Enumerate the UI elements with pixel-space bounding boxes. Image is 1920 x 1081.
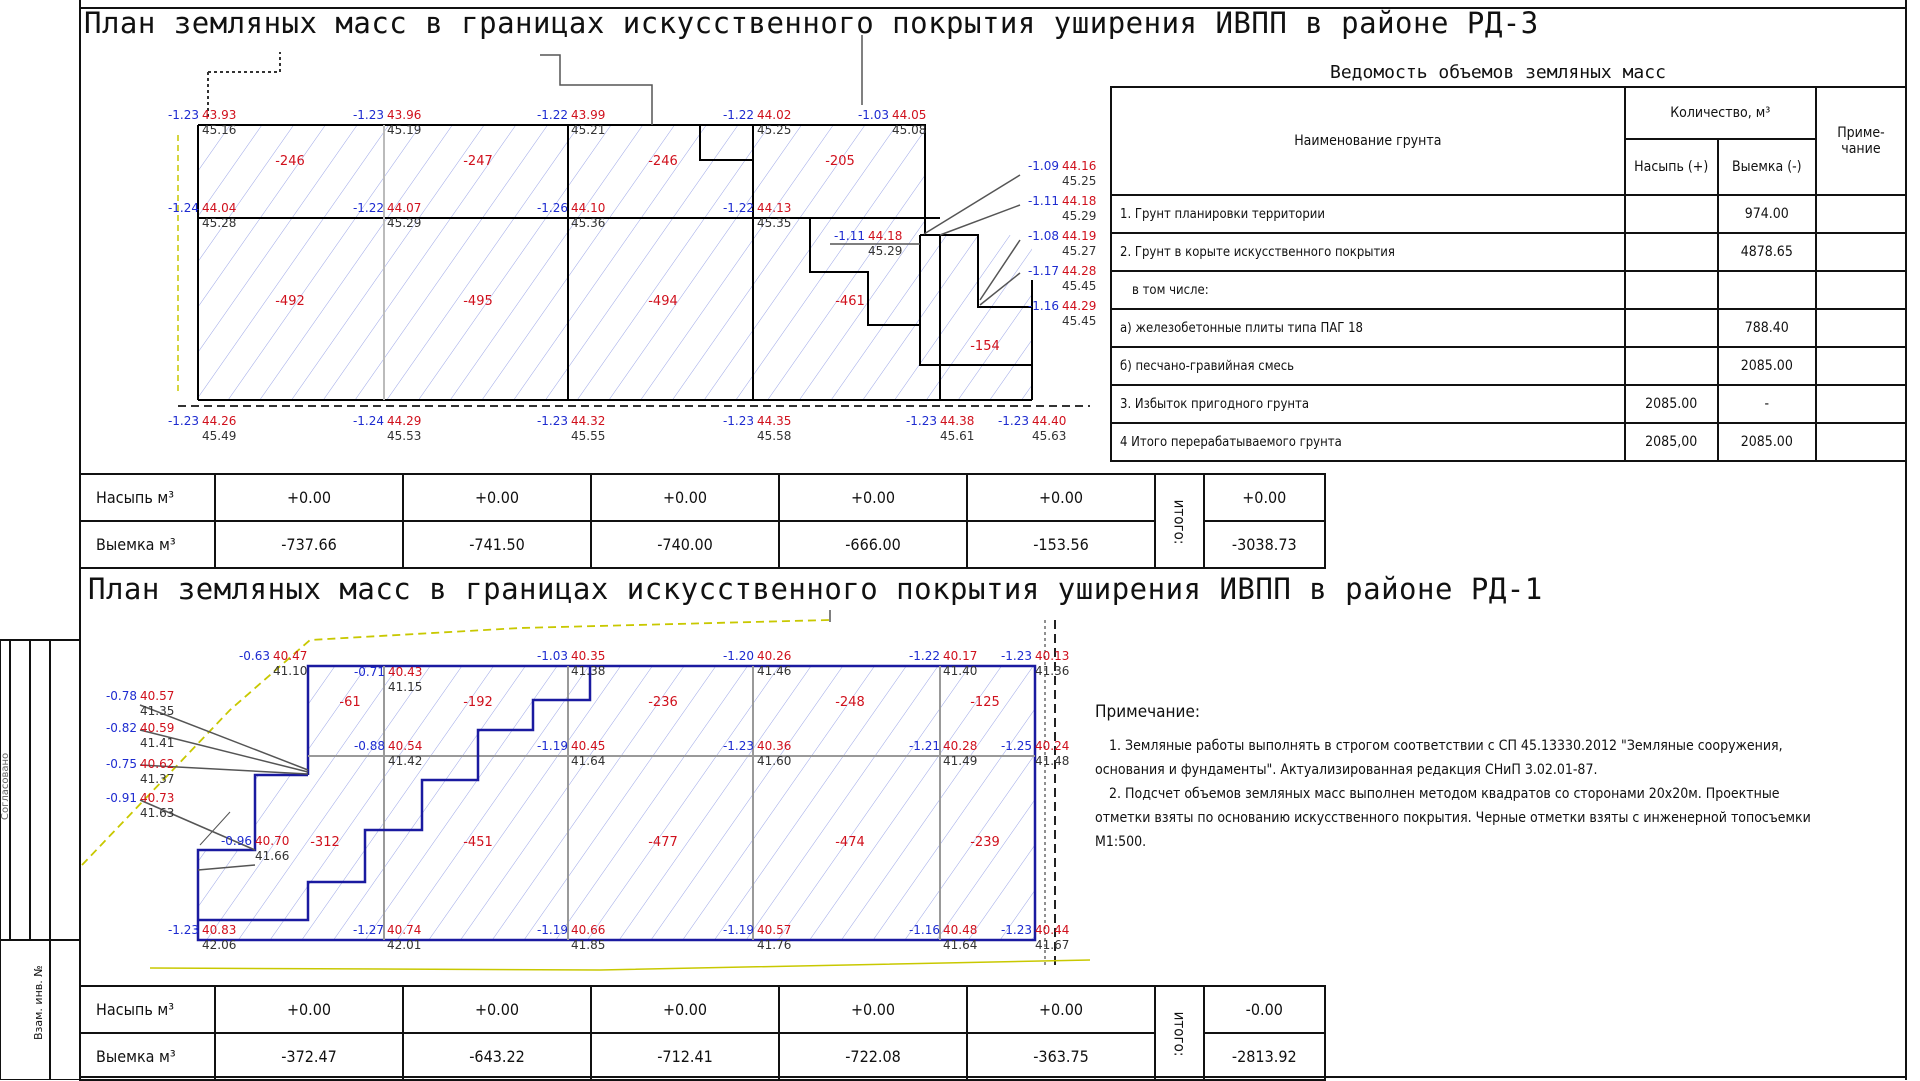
vt-row-1-cut: 974.00	[1718, 195, 1816, 233]
vt-row-5-note	[1816, 347, 1906, 385]
vt-row-4-note	[1816, 309, 1906, 347]
bottom-fill-4: +0.00	[779, 986, 967, 1033]
top-dh-label: -1.26	[536, 201, 568, 215]
bottom-existing-elevation: 41.49	[943, 754, 978, 768]
top-existing-elevation: 45.53	[387, 429, 422, 443]
top-total-fill: +0.00	[1204, 474, 1325, 521]
top-project-elevation: 43.96	[387, 108, 422, 122]
bottom-existing-elevation: 41.48	[1035, 754, 1070, 768]
top-project-elevation: 44.29	[387, 414, 422, 428]
bottom-dh-label: -0.63	[238, 649, 270, 663]
top-dh-label: -1.24	[352, 414, 384, 428]
top-cell-volume: -205	[825, 154, 855, 169]
bottom-dh-label: -1.23	[722, 739, 754, 753]
vt-row-3-fill	[1625, 271, 1718, 309]
vt-row-3-name: в том числе:	[1111, 271, 1625, 309]
top-fill-4: +0.00	[779, 474, 967, 521]
top-dh-label: -1.22	[352, 201, 384, 215]
top-existing-elevation: 45.36	[571, 216, 606, 230]
bottom-project-elevation: 40.35	[571, 649, 606, 663]
bottom-existing-elevation: 41.64	[943, 938, 978, 952]
top-project-elevation: 44.19	[1062, 229, 1097, 243]
bottom-total-label-cell	[1155, 986, 1204, 1080]
bottom-dh-label: -1.25	[1000, 739, 1032, 753]
table-row	[1111, 233, 1906, 271]
top-existing-elevation: 45.29	[868, 244, 903, 258]
top-dh-label: -1.23	[167, 108, 199, 122]
bottom-existing-elevation: 41.46	[757, 664, 792, 678]
bottom-dh-label: -0.78	[105, 689, 137, 703]
top-existing-elevation: 45.29	[1062, 209, 1097, 223]
bottom-project-elevation: 40.44	[1035, 923, 1070, 937]
bottom-cell-volume: -474	[835, 835, 865, 850]
top-dh-label: -1.09	[1027, 159, 1059, 173]
bottom-project-elevation: 40.73	[140, 791, 175, 805]
bottom-project-elevation: 40.28	[943, 739, 978, 753]
top-cut-2: -741.50	[403, 521, 591, 568]
top-fill-3: +0.00	[591, 474, 779, 521]
top-dh-label: -1.17	[1027, 264, 1059, 278]
vt-row-2-fill	[1625, 233, 1718, 271]
bottom-cut-5: -363.75	[967, 1033, 1155, 1080]
top-dh-label: -1.23	[905, 414, 937, 428]
top-fill-1: +0.00	[215, 474, 403, 521]
vt-col-note: Приме-чание	[1816, 87, 1906, 195]
bottom-existing-elevation: 41.41	[140, 736, 175, 750]
top-fill-5: +0.00	[967, 474, 1155, 521]
top-plan-drawing	[0, 0, 1110, 470]
top-cell-volume: -461	[835, 294, 865, 309]
top-cut-5: -153.56	[967, 521, 1155, 568]
bottom-existing-elevation: 41.35	[140, 704, 175, 718]
bottom-dh-label: -0.91	[105, 791, 137, 805]
bottom-summary-table	[79, 985, 1326, 1081]
top-dh-label: -1.03	[857, 108, 889, 122]
bottom-existing-elevation: 41.67	[1035, 938, 1070, 952]
bottom-cut-label: Выемка м³	[80, 1033, 215, 1080]
top-cell-volume: -246	[275, 154, 305, 169]
bottom-existing-elevation: 41.63	[140, 806, 175, 820]
bottom-fill-1: +0.00	[215, 986, 403, 1033]
vt-row-4-name: а) железобетонные плиты типа ПАГ 18	[1111, 309, 1625, 347]
bottom-fill-label: Насыпь м³	[80, 986, 215, 1033]
top-existing-elevation: 45.55	[571, 429, 606, 443]
top-fill-2: +0.00	[403, 474, 591, 521]
notes-block	[1095, 700, 1815, 854]
bottom-plan-title: План земляных масс в границах искусственного покрытия уширения ИВПП в районе РД-1	[88, 572, 1543, 606]
bottom-project-elevation: 40.57	[757, 923, 792, 937]
top-project-elevation: 44.05	[892, 108, 927, 122]
bottom-project-elevation: 40.24	[1035, 739, 1070, 753]
table-row	[1111, 423, 1906, 461]
bottom-project-elevation: 40.62	[140, 757, 175, 771]
bottom-existing-elevation: 42.06	[202, 938, 237, 952]
top-dh-label: -1.22	[722, 201, 754, 215]
bottom-dh-label: -1.22	[908, 649, 940, 663]
bottom-cell-volume: -312	[310, 835, 340, 850]
bottom-cut-4: -722.08	[779, 1033, 967, 1080]
table-row	[1111, 271, 1906, 309]
top-project-elevation: 44.10	[571, 201, 606, 215]
top-existing-elevation: 45.45	[1062, 279, 1097, 293]
bottom-fill-3: +0.00	[591, 986, 779, 1033]
bottom-fill-2: +0.00	[403, 986, 591, 1033]
table-row	[1111, 385, 1906, 423]
vt-row-2-cut: 4878.65	[1718, 233, 1816, 271]
vt-row-2-name: 2. Грунт в корыте искусственного покрытия	[1111, 233, 1625, 271]
top-plan-title: План земляных масс в границах искусственного покрытия уширения ИВПП в районе РД-3	[84, 6, 1539, 40]
bottom-existing-elevation: 41.66	[255, 849, 290, 863]
top-existing-elevation: 45.29	[387, 216, 422, 230]
bottom-existing-elevation: 41.40	[943, 664, 978, 678]
top-project-elevation: 44.40	[1032, 414, 1067, 428]
bottom-project-elevation: 40.83	[202, 923, 237, 937]
bottom-project-elevation: 40.17	[943, 649, 978, 663]
bottom-fill-5: +0.00	[967, 986, 1155, 1033]
top-existing-elevation: 45.58	[757, 429, 792, 443]
vt-row-5-cut: 2085.00	[1718, 347, 1816, 385]
top-project-elevation: 44.16	[1062, 159, 1097, 173]
top-dh-label: -1.22	[536, 108, 568, 122]
note-item-2: 2. Подсчет объемов земляных масс выполнен методом квадратов со сторонами 20х20м. Проектные отметки взяты по основанию искусственного покрытия. Черные отметки взяты с инженерной топосъемки М1:500.	[1095, 786, 1811, 850]
bottom-dh-label: -1.03	[536, 649, 568, 663]
bottom-project-elevation: 40.13	[1035, 649, 1070, 663]
top-existing-elevation: 45.16	[202, 123, 237, 137]
top-summary-table	[79, 473, 1326, 569]
top-project-elevation: 44.35	[757, 414, 792, 428]
vt-row-3-cut	[1718, 271, 1816, 309]
top-dh-label: -1.23	[722, 414, 754, 428]
top-existing-elevation: 45.19	[387, 123, 422, 137]
top-project-elevation: 44.13	[757, 201, 792, 215]
vt-row-7-cut: 2085.00	[1718, 423, 1816, 461]
bottom-existing-elevation: 41.64	[571, 754, 606, 768]
note-item-1: 1. Земляные работы выполнять в строгом соответствии с СП 45.13330.2012 "Земляные сооружения, основания и фундаменты". Актуализированная редакция СНиП 3.02.01-87.	[1095, 738, 1783, 778]
bottom-project-elevation: 40.57	[140, 689, 175, 703]
top-existing-elevation: 45.28	[202, 216, 237, 230]
top-total-label: итого:	[1170, 499, 1189, 544]
vt-row-1-note	[1816, 195, 1906, 233]
top-existing-elevation: 45.25	[757, 123, 792, 137]
table-row	[1111, 347, 1906, 385]
bottom-cell-volume: -248	[835, 695, 865, 710]
bottom-cut-1: -372.47	[215, 1033, 403, 1080]
bottom-dh-label: -1.27	[352, 923, 384, 937]
bottom-dh-label: -0.71	[353, 665, 385, 679]
top-existing-elevation: 45.35	[757, 216, 792, 230]
bottom-cell-volume: -192	[463, 695, 493, 710]
stamp-label-1: Согласовано	[0, 752, 11, 820]
top-cell-volume: -492	[275, 294, 305, 309]
bottom-existing-elevation: 41.15	[388, 680, 423, 694]
top-project-elevation: 43.99	[571, 108, 606, 122]
top-dh-label: -1.11	[1027, 194, 1059, 208]
volume-table	[1110, 86, 1907, 462]
bottom-cut-2: -643.22	[403, 1033, 591, 1080]
bottom-dh-label: -1.23	[167, 923, 199, 937]
bottom-dh-label: -1.19	[536, 739, 568, 753]
bottom-dh-label: -1.23	[1000, 923, 1032, 937]
bottom-dh-label: -1.20	[722, 649, 754, 663]
vt-row-5-fill	[1625, 347, 1718, 385]
bottom-existing-elevation: 41.37	[140, 772, 175, 786]
vt-row-7-name: 4 Итого перерабатываемого грунта	[1111, 423, 1625, 461]
stamp-label-2: Взам. инв. №	[32, 965, 45, 1040]
bottom-project-elevation: 40.36	[757, 739, 792, 753]
vt-col-qty: Количество, м³	[1625, 87, 1816, 139]
top-dh-label: -1.24	[167, 201, 199, 215]
bottom-existing-elevation: 42.01	[387, 938, 422, 952]
top-existing-elevation: 45.63	[1032, 429, 1067, 443]
table-row	[1111, 195, 1906, 233]
vt-row-4-cut: 788.40	[1718, 309, 1816, 347]
top-dh-label: -1.16	[1027, 299, 1059, 313]
vt-row-5-name: б) песчано-гравийная смесь	[1111, 347, 1625, 385]
top-existing-elevation: 45.08	[892, 123, 927, 137]
bottom-dh-label: -1.16	[908, 923, 940, 937]
top-dh-label: -1.23	[352, 108, 384, 122]
vt-row-6-note	[1816, 385, 1906, 423]
bottom-hatch	[198, 666, 1035, 940]
bottom-cut-3: -712.41	[591, 1033, 779, 1080]
top-project-elevation: 43.93	[202, 108, 237, 122]
bottom-project-elevation: 40.59	[140, 721, 175, 735]
bottom-project-elevation: 40.54	[388, 739, 423, 753]
bottom-project-elevation: 40.66	[571, 923, 606, 937]
bottom-cell-volume: -236	[648, 695, 678, 710]
bottom-total-label: итого:	[1170, 1011, 1189, 1056]
top-project-elevation: 44.07	[387, 201, 422, 215]
bottom-cell-volume: -239	[970, 835, 1000, 850]
top-cell-volume: -247	[463, 154, 493, 169]
bottom-cell-volume: -477	[648, 835, 678, 850]
top-cut-4: -666.00	[779, 521, 967, 568]
top-project-elevation: 44.18	[868, 229, 903, 243]
bottom-total-fill: -0.00	[1204, 986, 1325, 1033]
vt-row-6-name: 3. Избыток пригодного грунта	[1111, 385, 1625, 423]
vt-row-7-note	[1816, 423, 1906, 461]
top-cell-volume: -495	[463, 294, 493, 309]
vt-row-1-name: 1. Грунт планировки территории	[1111, 195, 1625, 233]
bottom-dh-label: -0.96	[220, 834, 252, 848]
bottom-project-elevation: 40.45	[571, 739, 606, 753]
vt-col-cut: Выемка (-)	[1718, 139, 1816, 195]
top-existing-elevation: 45.25	[1062, 174, 1097, 188]
bottom-cell-volume: -451	[463, 835, 493, 850]
top-hatch	[198, 125, 1032, 400]
table-row	[1111, 309, 1906, 347]
top-cell-volume: -154	[970, 339, 1000, 354]
bottom-cell-volume: -125	[970, 695, 1000, 710]
top-project-elevation: 44.38	[940, 414, 975, 428]
top-dh-label: -1.23	[167, 414, 199, 428]
bottom-existing-elevation: 41.85	[571, 938, 606, 952]
bottom-dh-label: -0.75	[105, 757, 137, 771]
top-dh-label: -1.08	[1027, 229, 1059, 243]
bottom-project-elevation: 40.43	[388, 665, 423, 679]
bottom-dh-label: -1.23	[1000, 649, 1032, 663]
vt-row-3-note	[1816, 271, 1906, 309]
bottom-cell-volume: -61	[339, 695, 361, 710]
bottom-existing-elevation: 41.60	[757, 754, 792, 768]
bottom-dh-label: -0.88	[353, 739, 385, 753]
bottom-project-elevation: 40.70	[255, 834, 290, 848]
top-project-elevation: 44.29	[1062, 299, 1097, 313]
bottom-project-elevation: 40.74	[387, 923, 422, 937]
top-dh-label: -1.23	[997, 414, 1029, 428]
bottom-existing-elevation: 41.42	[388, 754, 423, 768]
vt-row-6-fill: 2085.00	[1625, 385, 1718, 423]
vt-row-2-note	[1816, 233, 1906, 271]
top-cut-label: Выемка м³	[80, 521, 215, 568]
bottom-dh-label: -1.21	[908, 739, 940, 753]
bottom-total-cut: -2813.92	[1204, 1033, 1325, 1080]
bottom-dh-label: -0.82	[105, 721, 137, 735]
top-project-elevation: 44.02	[757, 108, 792, 122]
notes-title: Примечание:	[1095, 702, 1201, 722]
top-project-elevation: 44.18	[1062, 194, 1097, 208]
vt-row-6-cut: -	[1718, 385, 1816, 423]
volume-table-title: Ведомость объемов земляных масс	[1330, 62, 1666, 83]
vt-row-1-fill	[1625, 195, 1718, 233]
bottom-project-elevation: 40.26	[757, 649, 792, 663]
bottom-dh-label: -1.19	[536, 923, 568, 937]
top-existing-elevation: 45.45	[1062, 314, 1097, 328]
top-dh-label: -1.23	[536, 414, 568, 428]
bottom-existing-elevation: 41.36	[1035, 664, 1070, 678]
top-fill-label: Насыпь м³	[80, 474, 215, 521]
bottom-dh-label: -1.19	[722, 923, 754, 937]
top-project-elevation: 44.26	[202, 414, 237, 428]
top-existing-elevation: 45.49	[202, 429, 237, 443]
vt-col-fill: Насыпь (+)	[1625, 139, 1718, 195]
bottom-existing-elevation: 41.38	[571, 664, 606, 678]
bottom-existing-elevation: 41.10	[273, 664, 308, 678]
top-cut-3: -740.00	[591, 521, 779, 568]
top-project-elevation: 44.04	[202, 201, 237, 215]
bottom-project-elevation: 40.47	[273, 649, 308, 663]
vt-row-7-fill: 2085,00	[1625, 423, 1718, 461]
top-project-elevation: 44.32	[571, 414, 606, 428]
top-existing-elevation: 45.21	[571, 123, 606, 137]
bottom-plan-drawing	[0, 600, 1110, 1020]
top-total-label-cell	[1155, 474, 1204, 568]
top-cell-volume: -246	[648, 154, 678, 169]
top-cut-1: -737.66	[215, 521, 403, 568]
bottom-project-elevation: 40.48	[943, 923, 978, 937]
top-existing-elevation: 45.61	[940, 429, 975, 443]
top-dh-label: -1.22	[722, 108, 754, 122]
top-existing-elevation: 45.27	[1062, 244, 1097, 258]
top-dh-label: -1.11	[833, 229, 865, 243]
bottom-existing-elevation: 41.76	[757, 938, 792, 952]
top-total-cut: -3038.73	[1204, 521, 1325, 568]
vt-col-name: Наименование грунта	[1111, 87, 1625, 195]
top-project-elevation: 44.28	[1062, 264, 1097, 278]
top-cell-volume: -494	[648, 294, 678, 309]
vt-row-4-fill	[1625, 309, 1718, 347]
